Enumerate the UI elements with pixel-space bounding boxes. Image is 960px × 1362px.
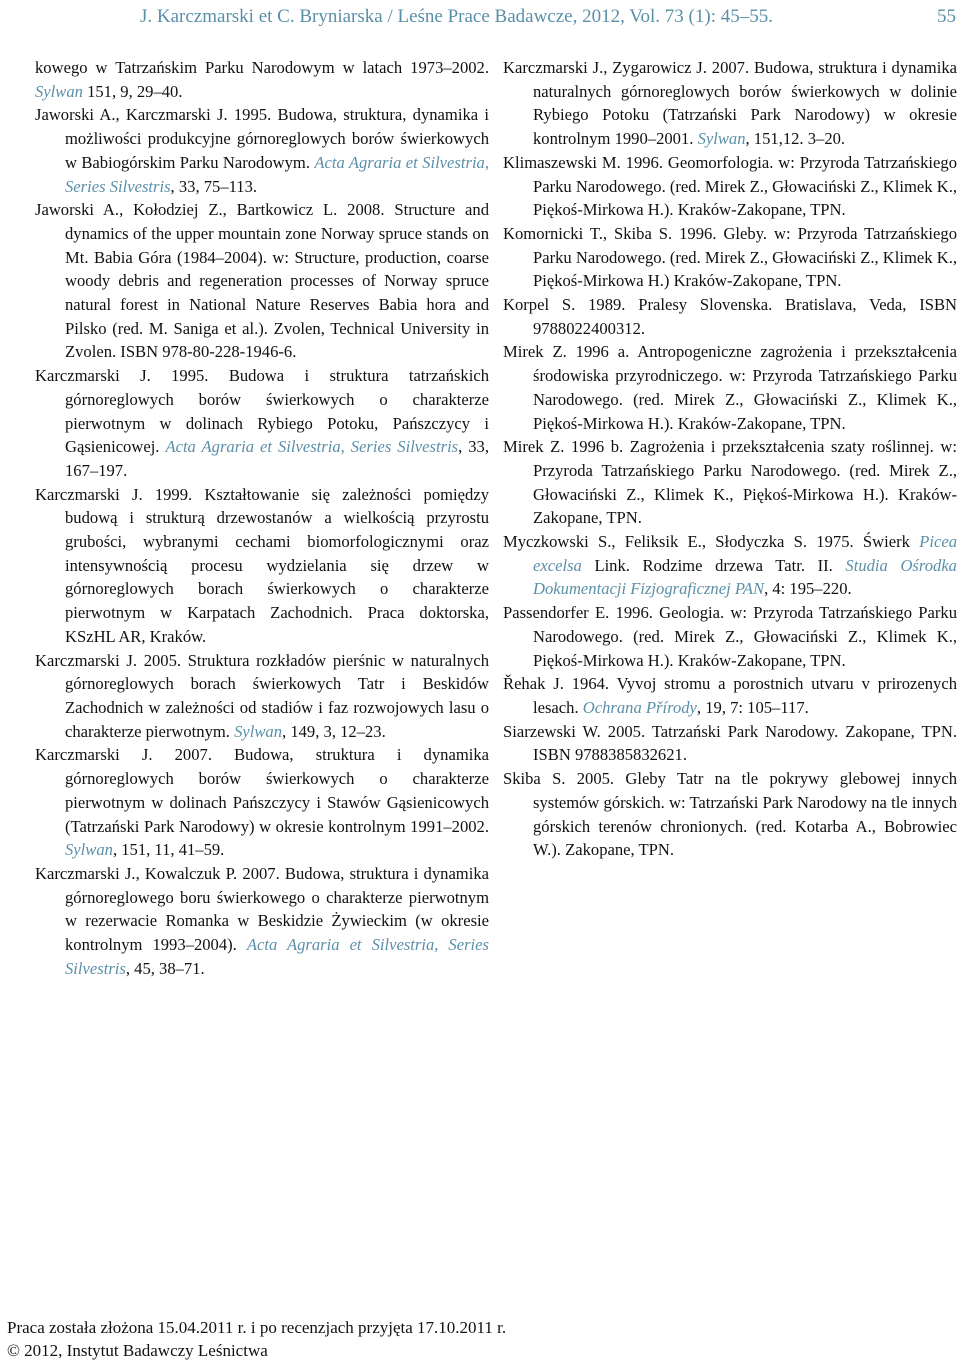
reference-text: Jaworski A., Kołodziej Z., Bartkowicz L. 2008. Structure and dynamics of the upper mountain zone Norway spruce stands on Mt. Babia Góra (1984–2004). w: Structure, production, coarse woody debris and regeneration processes of Norway spruce natural forest in National Nature Reserves Babia hora and Pilsko (red. M. Saniga et al.). Zvolen, Technical University in Zvolen. ISBN 978-80-228-1946-6. [35, 200, 489, 362]
reference-entry [35, 364, 489, 483]
reference-entry [35, 743, 489, 862]
reference-entry [35, 649, 489, 744]
reference-entry [503, 672, 957, 719]
running-title: J. Karczmarski et C. Bryniarska / Leśne Prace Badawcze, 2012, Vol. 73 (1): 45–55. [140, 6, 773, 27]
reference-entry [503, 56, 957, 151]
reference-italic-text: Picea excelsa [533, 532, 957, 575]
footer [7, 1316, 506, 1362]
reference-text: Karczmarski J., Kowalczuk P. 2007. Budowa, struktura i dynamika górnoreglowego boru świerkowego o charakterze pierwotnym w rezerwacie Romanka w Beskidzie Żywieckim (w okresie kontrolnym 1993–2004). [35, 863, 489, 955]
reference-italic-text: Sylwan [234, 721, 283, 741]
reference-entry [35, 862, 489, 981]
reference-text: Myczkowski S., Feliksik E., Słodyczka S. 1975. Świerk [503, 532, 920, 552]
reference-text: Řehak J. 1964. Vyvoj stromu a porostnich utvaru v prirozenych lesach. [503, 674, 957, 717]
reference-entry [35, 103, 489, 198]
reference-text: , 33, 75–113. [170, 176, 258, 196]
reference-text: , 33, 167–197. [65, 437, 489, 480]
reference-text: Skiba S. 2005. Gleby Tatr na tle pokrywy glebowej innych systemów górskich. w: Tatrzański Park Narodowy na tle innych górskich terenów chronionych. (red. Kotarba A., Bobrowiec W.). Zakopane, TPN. [503, 769, 957, 860]
references-left-column [35, 56, 489, 980]
reference-entry [503, 767, 957, 862]
reference-text: Siarzewski W. 2005. Tatrzański Park Narodowy. Zakopane, TPN. ISBN 9788385832621. [503, 721, 957, 765]
reference-italic-text: Sylwan [65, 840, 113, 860]
reference-text: 151, 9, 29–40. [82, 81, 183, 101]
reference-entry [503, 340, 957, 435]
reference-text: Karczmarski J. 1995. Budowa i struktura tatrzańskich górnoreglowych borów świerkowych o charakterze pierwotnym w dolinach Rybiego Potoku, Pańszczycy i Gąsienicowej. [35, 366, 489, 457]
reference-text: Karczmarski J. 2005. Struktura rozkładów pierśnic w naturalnych górnoreglowych borach świerkowych Tatr i Beskidów Zachodnich w zależności od stadiów i faz rozwojowych lasu o charakterze pierwotnym. [35, 650, 489, 741]
reference-italic-text: Sylwan [35, 81, 83, 101]
reference-entry [503, 601, 957, 672]
reference-text: , 45, 38–71. [125, 958, 205, 978]
reference-entry [503, 222, 957, 293]
submission-note: Praca została złożona 15.04.2011 r. i po recenzjach przyjęta 17.10.2011 r. [7, 1318, 507, 1337]
reference-text: Mirek Z. 1996 b. Zagrożenia i przekształcenia szaty roślinnej. w: Przyroda Tatrzańskiego Parku Narodowego. (red. Mirek Z., Głowaciński Z., Klimek K., Piękoś-Mirkowa H.). Kraków-Zakopane, TPN. [503, 437, 957, 528]
reference-text: kowego w Tatrzańskim Parku Narodowym w latach 1973–2002. [35, 58, 489, 77]
reference-italic-text: Acta Agraria et Silvestria, Series Silvestris [65, 935, 489, 978]
reference-text: , 4: 195–220. [764, 579, 852, 599]
reference-italic-text: Acta Agraria et Silvestria, Series Silvestris [165, 437, 459, 457]
page-number: 55 [937, 6, 956, 27]
reference-text: Karczmarski J. 2007. Budowa, struktura i dynamika górnoreglowych borów świerkowych o charakterze pierwotnym w dolinach Pańszczycy i Stawów Gąsienicowych (Tatrzański Park Narodowy) w okresie kontrolnym 1991–2002. [35, 745, 489, 836]
reference-text: Karczmarski J., Zygarowicz J. 2007. Budowa, struktura i dynamika naturalnych górnoreglowych borów świerkowych w dolinie Rybiego Potoku (Tatrzański Park Narodowy) w okresie kontrolnym 1990–2001. [503, 58, 957, 149]
reference-text: Mirek Z. 1996 a. Antropogeniczne zagrożenia i przekształcenia środowiska przyrodniczego. w: Przyroda Tatrzańskiego Parku Narodowego. (red. Mirek Z., Głowaciński Z., Klimek K., Piękoś-Mirkowa H.). Kraków-Zakopane, TPN. [503, 342, 957, 433]
reference-text: , 151,12. 3–20. [745, 129, 846, 149]
reference-italic-text: Sylwan [697, 129, 746, 149]
copyright-note: © 2012, Instytut Badawczy Leśnictwa [7, 1341, 268, 1360]
reference-entry [503, 720, 957, 767]
reference-text: Passendorfer E. 1996. Geologia. w: Przyroda Tatrzańskiego Parku Narodowego. (red. Mirek Z., Głowaciński Z., Klimek K., Piękoś-Mirkowa H.). Kraków-Zakopane, TPN. [503, 603, 957, 670]
reference-text: Klimaszewski M. 1996. Geomorfologia. w: Przyroda Tatrzańskiego Parku Narodowego. (red. Mirek Z., Głowaciński Z., Klimek K., Piękoś-Mirkowa H.). Kraków-Zakopane, TPN. [503, 152, 957, 220]
reference-text: , 19, 7: 105–117. [696, 697, 809, 717]
reference-text: , 151, 11, 41–59. [112, 840, 225, 860]
reference-text: Komornicki T., Skiba S. 1996. Gleby. w: Przyroda Tatrzańskiego Parku Narodowego. (red. Mirek Z., Głowaciński Z., Klimek K., Piękoś-Mirkowa H.) Kraków-Zakopane, TPN. [503, 223, 957, 291]
reference-entry [503, 530, 957, 601]
reference-entry [503, 435, 957, 530]
reference-italic-text: Ochrana Přírody [582, 697, 697, 717]
reference-text: Link. Rodzime drzewa Tatr. II. [581, 555, 846, 575]
reference-text: , 149, 3, 12–23. [282, 721, 386, 741]
reference-text: Jaworski A., Karczmarski J. 1995. Budowa, struktura, dynamika i możliwości produkcyjne górnoreglowych borów świerkowych w Babiogórskim Parku Narodowym. [35, 105, 489, 172]
reference-italic-text: Acta Agraria et Silvestria, Series Silvestris [65, 152, 489, 196]
reference-text: Korpel S. 1989. Pralesy Slovenska. Bratislava, Veda, ISBN 9788022400312. [503, 295, 957, 338]
reference-text: Karczmarski J. 1999. Kształtowanie się zależności pomiędzy budową i strukturą drzewostanów a wielkością przyrostu grubości, wybranymi cechami biomorfologicznymi oraz intensywnością procesu wydzielania się drzew w górnoreglowych borach świerkowych o charakterze pierwotnym w Karpatach Zachodnich. Praca doktorska, KSzHL AR, Kraków. [35, 484, 489, 646]
references-right-column [503, 56, 957, 862]
reference-entry [503, 293, 957, 340]
reference-entry [35, 198, 489, 364]
reference-entry [35, 483, 489, 649]
reference-italic-text: Studia Ośrodka Dokumentacji Fizjograficznej PAN [533, 555, 957, 599]
reference-entry [35, 56, 489, 103]
reference-entry [503, 151, 957, 222]
